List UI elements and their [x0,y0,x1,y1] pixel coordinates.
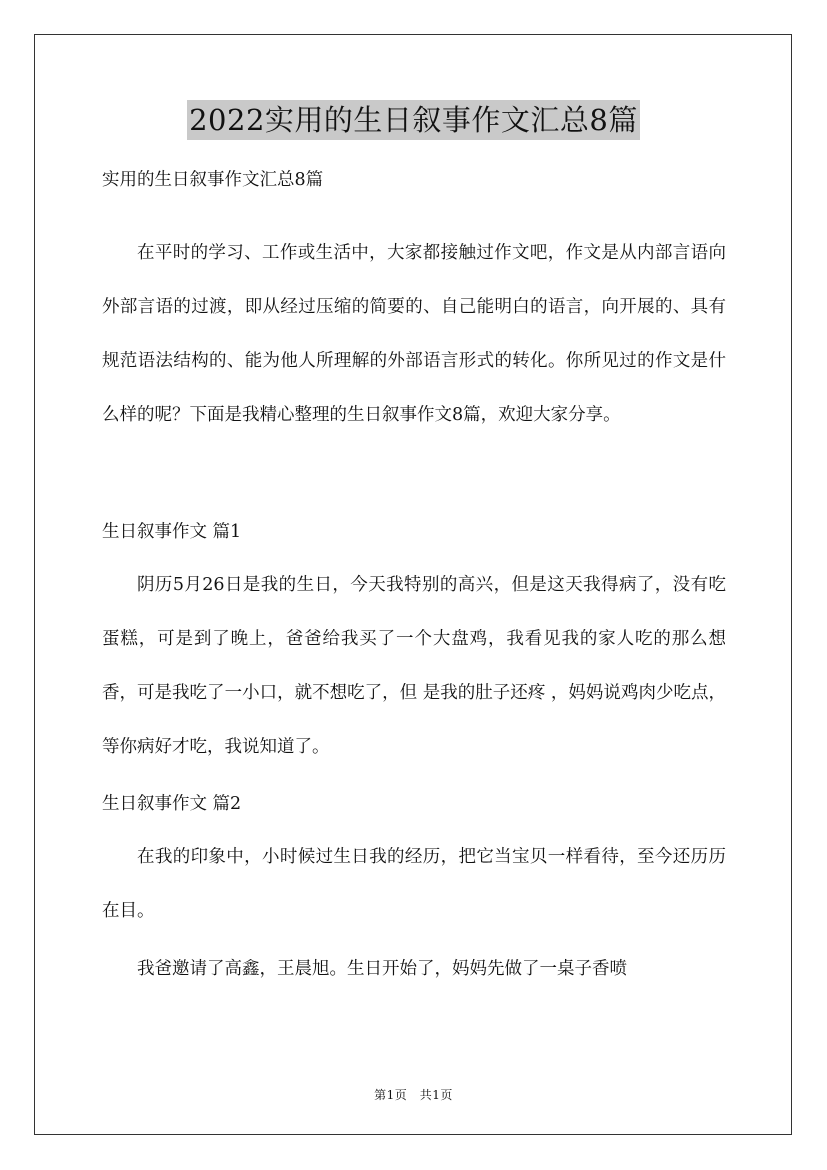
section-heading-2: 生日叙事作文 篇2 [102,794,242,814]
page-footer: 第1页 共1页 [374,1088,453,1102]
title-area [0,100,827,140]
section-1-paragraph-1: 阴历5月26日是我的生日，今天我特别的高兴，但是这天我得病了，没有吃蛋糕，可是到了晚上，爸爸给我买了一个大盘鸡，我看见我的家人吃的那么想香，可是我吃了一小口，就不想吃了，但 是我的肚子还疼 ，妈妈说鸡肉少吃点，等你病好才吃，我说知道了。 [102,575,726,757]
section-2-paragraph-2: 我爸邀请了高鑫，王晨旭。生日开始了，妈妈先做了一桌子香喷 [137,959,627,979]
document-subtitle: 实用的生日叙事作文汇总8篇 [102,170,324,190]
intro-paragraph: 在平时的学习、工作或生活中，大家都接触过作文吧，作文是从内部言语向外部言语的过渡，即从经过压缩的简要的、自己能明白的语言，向开展的、具有规范语法结构的、能为他人所理解的外部语言形式的转化。你所见过的作文是什么样的呢？下面是我精心整理的生日叙事作文8篇，欢迎大家分享。 [102,243,726,425]
section-heading-1: 生日叙事作文 篇1 [102,522,242,542]
document-title: 2022实用的生日叙事作文汇总8篇 [187,100,640,140]
document-body [102,170,726,996]
section-2-paragraph-1: 在我的印象中，小时候过生日我的经历，把它当宝贝一样看待，至今还历历在目。 [102,847,726,921]
